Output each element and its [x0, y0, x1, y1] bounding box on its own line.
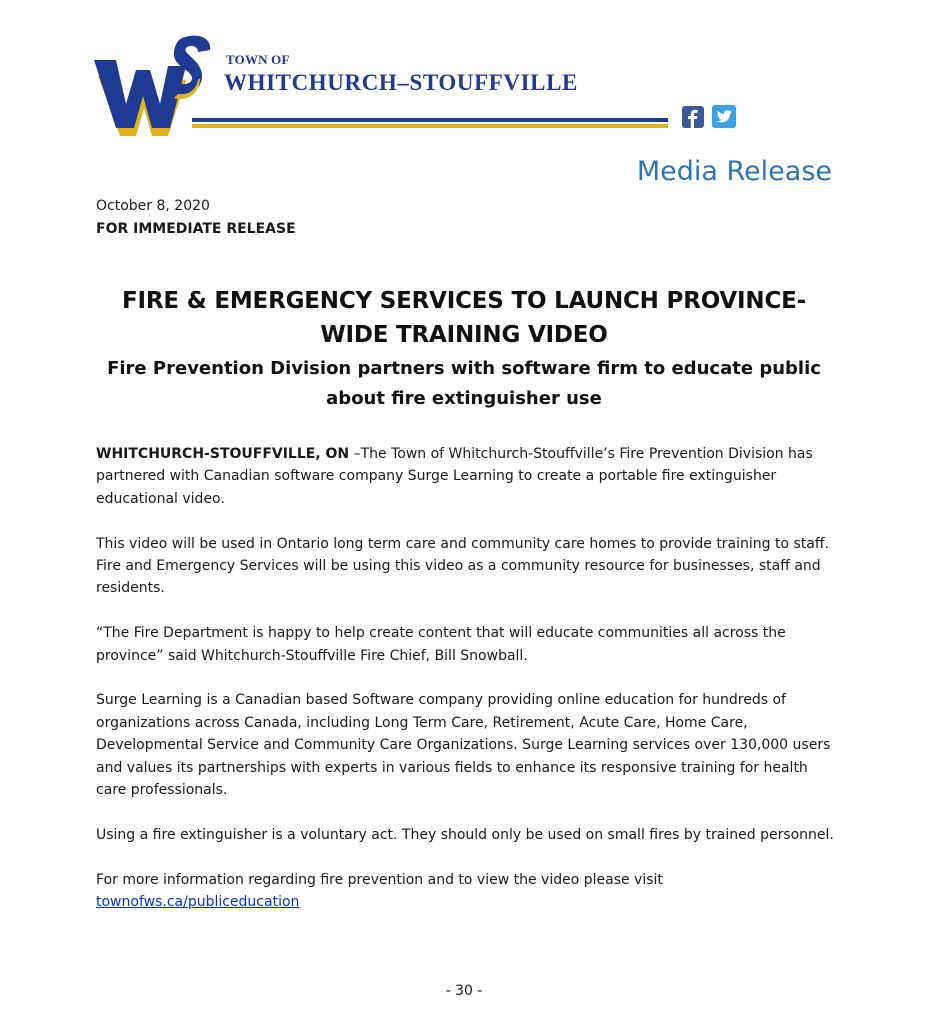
facebook-icon[interactable]: [682, 106, 704, 128]
paragraph-1-text: –The Town of Whitchurch-Stouffville’s Fire Prevention Division has partnered with Canadian software company Surge Learning to create a portable fire extinguisher educational video.: [96, 446, 813, 507]
page-end-marker: - 30 -: [445, 983, 483, 999]
paragraph-1: [96, 443, 836, 510]
media-release-label: Media Release: [636, 156, 832, 187]
header-rule-gold: [192, 124, 668, 128]
paragraph-6: [96, 869, 836, 914]
dateline: [96, 195, 296, 241]
paragraph-3: “The Fire Department is happy to help create content that will educate communities all across the province” said Whitchurch-Stouffville Fire Chief, Bill Snowball.: [96, 625, 786, 664]
release-date: October 8, 2020: [96, 198, 210, 214]
header-rule-blue: [192, 118, 668, 122]
public-education-link[interactable]: townofws.ca/publiceducation: [96, 894, 300, 911]
headline: FIRE & EMERGENCY SERVICES TO LAUNCH PROVINCE-WIDE TRAINING VIDEO: [122, 288, 806, 348]
release-flag: FOR IMMEDIATE RELEASE: [96, 221, 296, 237]
paragraph-2: This video will be used in Ontario long term care and community care homes to provide training to staff. Fire and Emergency Services will be using this video as a community resource for businesses, staff and residents.: [96, 535, 829, 597]
brand-town-of: TOWN OF: [226, 52, 290, 67]
paragraph-4: Surge Learning is a Canadian based Software company providing online education for hundreds of organizations across Canada, including Long Term Care, Retirement, Acute Care, Home Care, Developmental Service and Community Care Organizations. Surge Learning services over 130,000 users and values its partnerships with experts in various fields to enhance its responsive training for health care professionals.: [96, 692, 831, 799]
paragraph-6-text: For more information regarding fire prevention and to view the video please visit: [96, 871, 663, 888]
subheadline: Fire Prevention Division partners with software firm to educate public about fire extinguisher use: [107, 358, 821, 409]
dateline-location: WHITCHURCH-STOUFFVILLE, ON: [96, 446, 350, 462]
twitter-icon[interactable]: [712, 105, 736, 128]
article-body: [96, 443, 836, 936]
paragraph-5: Using a fire extinguisher is a voluntary act. They should only be used on small fires by trained personnel.: [96, 826, 834, 843]
brand-town-name: WHITCHURCH–STOUFFVILLE: [224, 70, 578, 95]
